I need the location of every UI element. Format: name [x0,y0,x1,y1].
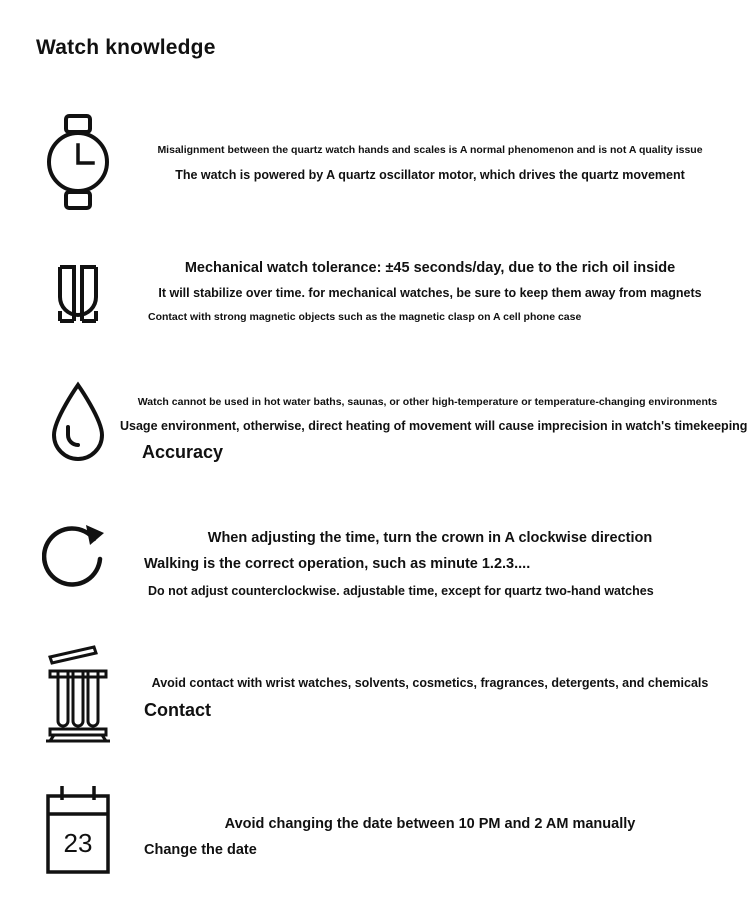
section-line: Avoid changing the date between 10 PM and 2 AM manually [224,816,636,832]
section-line: Avoid contact with wrist watches, solvents, cosmetics, fragrances, detergents, and chemicals [151,676,709,690]
section-line: Contact with strong magnetic objects such as the magnetic clasp on A cell phone case [148,311,582,323]
section-quartz-text [130,144,730,182]
section-line: Mechanical watch tolerance: ±45 seconds/day, due to the rich oil inside [184,260,676,276]
section-line: Usage environment, otherwise, direct heating of movement will cause imprecision in watch's timekeeping [120,419,748,433]
section-temperature-text [120,396,748,463]
water-drop-icon [36,378,120,468]
section-heading: Accuracy [142,442,224,462]
calendar-icon [36,780,120,888]
section-heading: Contact [144,700,211,720]
section-line: Change the date [144,842,257,858]
section-magnetism-text [130,260,730,323]
section-date-text [130,816,730,858]
section-line: Do not adjust counterclockwise. adjustable time, except for quartz two-hand watches [148,584,654,598]
section-line: Watch cannot be used in hot water baths, saunas, or other high-temperature or temperature-changing environments [137,396,718,408]
clockwise-arrow-icon [36,512,120,608]
watch-icon [36,112,120,212]
section-line: Misalignment between the quartz watch hands and scales is A normal phenomenon and is not A quality issue [157,144,703,156]
section-line: The watch is powered by A quartz oscillator motor, which drives the quartz movement [175,168,685,182]
page-title: Watch knowledge [36,36,216,59]
section-line: It will stabilize over time. for mechanical watches, be sure to keep them away from magnets [158,286,702,300]
svg-text:23: 23 [63,828,93,858]
section-line: When adjusting the time, turn the crown in A clockwise direction [207,530,653,546]
magnet-icon [36,248,120,338]
section-crown-text [130,530,730,598]
section-chemical-text [130,676,730,721]
test-tubes-icon [36,640,120,750]
section-line: Walking is the correct operation, such as minute 1.2.3.... [144,556,531,572]
